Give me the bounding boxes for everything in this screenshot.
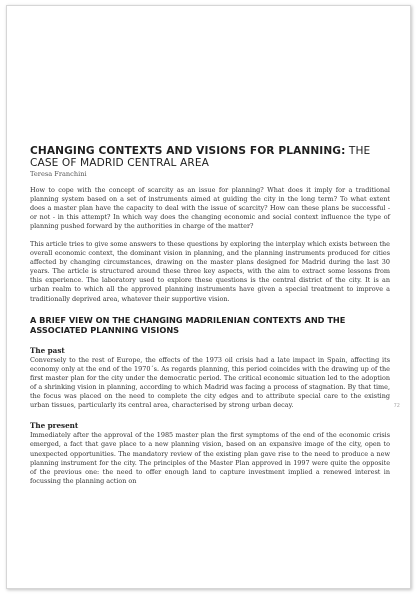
document-page xyxy=(6,5,411,589)
page-number: 72 xyxy=(393,403,400,409)
paragraph-gap xyxy=(30,231,390,240)
intro-paragraph-1: How to cope with the concept of scarcity as an issue for planning? What does it imply for a traditional planning system based on a set of instruments aimed at guiding the city in the long term? To what extent does a master plan have the capacity to deal with the issue of scarcity? How can these plans be successful - or not - in this attempt? In which way does the changing economic and social context influence the type of planning pushed forward by the authorities in charge of the matter? xyxy=(30,186,390,231)
section-heading: A BRIEF VIEW ON THE CHANGING MADRILENIAN CONTEXTS AND THE ASSOCIATED PLANNING VISIONS xyxy=(30,314,346,335)
intro-paragraph-2: This article tries to give some answers to these questions by exploring the interplay which exists between the overall economic context, the dominant vision in planning, and the planning instruments produced for cities affected by changing circumstances, drawing on the master plans designed for Madrid during the last 30 years. The article is structured around these three key aspects, with the aim to extract some lessons from this experience. The laboratory used to explore these questions is the central district of the city. It is an urban realm to which all the approved planning instruments have given a special treatment to improve a traditionally deprived area, whatever their supportive vision. xyxy=(30,240,390,303)
subheading-past: The past xyxy=(30,346,65,356)
article-content xyxy=(30,146,390,486)
title-light-part: THE CASE OF MADRID CENTRAL AREA xyxy=(30,145,371,169)
subheading-present: The present xyxy=(30,421,79,431)
past-paragraph: Conversely to the rest of Europe, the effects of the 1973 oil crisis had a late impact in Spain, affecting its economy only at the end of the 1970´s. As regards planning, this period coincides with the drawing up of the first master plan for the city under the democratic period. The critical economic situation led to the adoption of a shrinking vision in planning, according to which Madrid was facing a process of stagnation. By that time, the focus was placed on the need to complete the city edges and to attribute special care to the existing urban tissues, particularly its central area, characterised by strong urban decay. xyxy=(30,356,390,410)
title-bold-part: CHANGING CONTEXTS AND VISIONS FOR PLANNING: xyxy=(30,145,346,157)
present-paragraph: Immediately after the approval of the 1985 master plan the first symptoms of the end of the economic crisis emerged, a fact that gave place to a new planning vision, based on an expansive image of the city, open to unexpected opportunities. The mandatory review of the existing plan gave rise to the need to produce a new planning instrument for the city. The principles of the Master Plan approved in 1997 were quite the opposite of the previous one: the need to offer enough land to capture investment implied a renewed interest in focussing the planning action on xyxy=(30,431,390,485)
article-author: Teresa Franchini xyxy=(30,170,87,178)
article-title xyxy=(30,146,390,169)
